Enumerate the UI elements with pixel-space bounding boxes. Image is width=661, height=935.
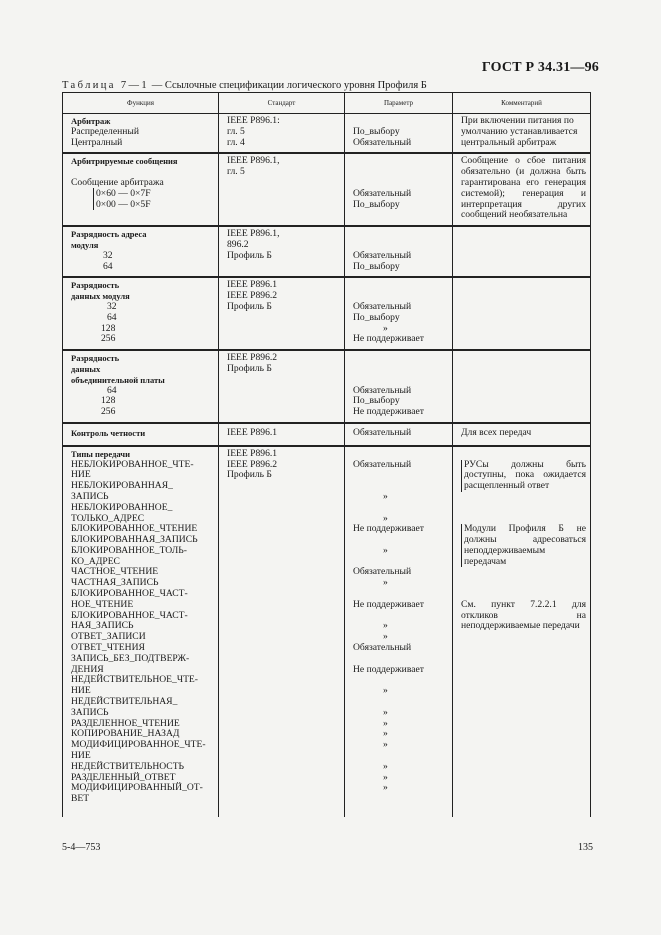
function-item: ОТВЕТ_ЧТЕНИЯ: [71, 642, 145, 654]
function-item: 64: [107, 311, 117, 323]
parameter-item: »: [383, 544, 388, 556]
function-title: модуля: [71, 239, 99, 250]
function-item: ЗАПИСЬ: [71, 706, 109, 718]
parameter-cell: [345, 350, 453, 423]
function-item: 128: [101, 322, 116, 334]
function-item: НЕБЛОКИРОВАННАЯ_: [71, 480, 173, 492]
function-title: данных: [71, 363, 101, 374]
function-title: данных модуля: [71, 291, 130, 302]
comment-cell: [453, 226, 591, 277]
parameter-cell: [345, 423, 453, 446]
standard-cell: [219, 226, 345, 277]
table-row: [63, 226, 591, 277]
footer-code: 5-4—753: [62, 842, 101, 853]
standard-item: Профиль Б: [227, 469, 272, 481]
function-item: НЕДЕЙСТВИТЕЛЬНОЕ_ЧТЕ-: [71, 674, 198, 686]
function-item: МОДИФИЦИРОВАННОЕ_ЧТЕ-: [71, 739, 206, 751]
function-item: Распределенный: [71, 125, 139, 137]
function-item: 32: [103, 249, 113, 261]
parameter-item: »: [383, 706, 388, 718]
function-item: НИЕ: [71, 685, 91, 697]
function-item: ТОЛЬКО_АДРЕС: [71, 512, 145, 524]
parameter-item: Обязательный: [353, 566, 412, 578]
standard-cell: [219, 153, 345, 226]
function-item: НИЕ: [71, 469, 91, 481]
parameter-item: »: [383, 728, 388, 740]
function-item: ЗАПИСЬ_БЕЗ_ПОДТВЕРЖ-: [71, 652, 190, 664]
header-parameter: Параметр: [345, 93, 453, 114]
function-title: Разрядность: [71, 280, 120, 291]
comment-text: Модули Профиля Б не должны адресоваться неподдерживаемым передачам: [461, 524, 586, 567]
parameter-item: По_выбору: [353, 311, 400, 323]
parameter-cell: [345, 446, 453, 817]
header-comment: Комментарий: [453, 93, 591, 114]
standard-item: IEEE P896.1: [227, 447, 278, 459]
function-title: Разрядность адреса: [71, 229, 147, 240]
function-cell: [63, 423, 219, 446]
parameter-item: Обязательный: [353, 458, 412, 470]
parameter-item: »: [383, 760, 388, 772]
comment-cell: [453, 153, 591, 226]
parameter-item: Обязательный: [353, 249, 412, 261]
function-item: НИЕ: [71, 750, 91, 762]
function-item: ЧАСТНОЕ_ЧТЕНИЕ: [71, 566, 159, 578]
comment-text: Сообщение о сбое питания обязательно (и должна быть гарантирована его генерация системой); генерация и интерпретация других сообщений необязательна: [461, 155, 586, 221]
table-row: [63, 423, 591, 446]
table-row: [63, 277, 591, 350]
function-item: ДЕНИЯ: [71, 663, 104, 675]
parameter-item: Не поддерживает: [353, 523, 424, 535]
parameter-item: »: [383, 717, 388, 729]
parameter-item: Обязательный: [353, 642, 412, 654]
function-item: 256: [101, 333, 116, 345]
standard-item: гл. 5: [227, 125, 245, 137]
table-row: [63, 446, 591, 817]
standard-cell: [219, 446, 345, 817]
parameter-item: »: [383, 631, 388, 643]
standard-item: IEEE P896.1:: [227, 115, 280, 126]
standard-item: IEEE P896.1: [227, 279, 278, 291]
function-item: 32: [107, 300, 117, 312]
parameter-item: По_выбору: [353, 395, 400, 407]
function-item: ЗАПИСЬ: [71, 490, 109, 502]
table-row: [63, 350, 591, 423]
parameter-item: »: [383, 782, 388, 794]
function-cell: [63, 226, 219, 277]
comment-text: РУСы должны быть доступны, пока ожидается расщепленный ответ: [461, 460, 586, 492]
function-item: 0×00 — 0×5F: [93, 199, 151, 210]
standard-item: IEEE P896.1: [227, 426, 278, 438]
standard-item: Профиль Б: [227, 362, 272, 374]
parameter-item: Обязательный: [353, 426, 412, 438]
table-row: [63, 114, 591, 154]
standard-item: гл. 4: [227, 136, 245, 148]
function-item: 64: [107, 384, 117, 396]
standard-item: IEEE P896.2: [227, 290, 278, 302]
parameter-item: [353, 481, 448, 492]
parameter-item: »: [383, 490, 388, 502]
function-cell: [63, 350, 219, 423]
function-item: РАЗДЕЛЕННЫЙ_ОТВЕТ: [71, 771, 176, 783]
function-item: КО_АДРЕС: [71, 555, 120, 567]
standard-item: гл. 5: [227, 166, 245, 178]
comment-cell: [453, 423, 591, 446]
function-item: НЕБЛОКИРОВАННОЕ_ЧТЕ-: [71, 458, 194, 470]
parameter-item: Не поддерживает: [353, 598, 424, 610]
page-number: 135: [578, 842, 593, 853]
parameter-cell: [345, 153, 453, 226]
comment-cell: [453, 446, 591, 817]
function-title: Арбитраж: [71, 116, 111, 126]
function-item: БЛОКИРОВАННОЕ_ЧТЕНИЕ: [71, 523, 198, 535]
comment-cell: [453, 114, 591, 154]
comment-cell: [453, 350, 591, 423]
standard-item: IEEE P896.1,: [227, 228, 280, 240]
comment-text: Для всех передач: [461, 426, 532, 438]
standard-cell: [219, 277, 345, 350]
function-cell: [63, 277, 219, 350]
standard-cell: [219, 350, 345, 423]
function-item: ВЕТ: [71, 793, 90, 805]
parameter-item: »: [383, 685, 388, 697]
parameter-item: По_выбору: [353, 198, 400, 210]
table-caption-text: — Ссылочные спецификации логического уровня Профиля Б: [149, 80, 427, 91]
standard-cell: [219, 114, 345, 154]
parameter-item: »: [383, 577, 388, 589]
function-title: Типы передачи: [71, 448, 130, 459]
parameter-item: [353, 675, 448, 686]
header-standard: Стандарт: [219, 93, 345, 114]
function-item: ОТВЕТ_ЗАПИСИ: [71, 631, 146, 643]
parameter-item: Не поддерживает: [353, 406, 424, 418]
comment-text: При включении питания по умолчанию устанавливается центральный арбитраж: [461, 115, 578, 148]
function-item: 64: [103, 260, 113, 272]
function-item: 128: [101, 395, 116, 407]
function-item: Централный: [71, 136, 123, 148]
parameter-item: [353, 503, 448, 514]
parameter-item: Обязательный: [353, 136, 412, 148]
parameter-item: [353, 535, 448, 546]
table-row: [63, 153, 591, 226]
function-item: БЛОКИРОВАННОЕ_ЧАСТ-: [71, 588, 188, 600]
parameter-item: Обязательный: [353, 187, 412, 199]
function-item: БЛОКИРОВАННОЕ_ТОЛЬ-: [71, 544, 187, 556]
parameter-cell: [345, 226, 453, 277]
function-title: объединительной платы: [71, 374, 165, 385]
function-item: Сообщение арбитража: [71, 176, 164, 188]
function-item: БЛОКИРОВАННАЯ_ЗАПИСЬ: [71, 534, 198, 546]
standard-number: ГОСТ Р 34.31—96: [481, 60, 599, 75]
parameter-item: Не поддерживает: [353, 333, 424, 345]
function-item: БЛОКИРОВАННОЕ_ЧАСТ-: [71, 609, 188, 621]
function-item: ЧАСТНАЯ_ЗАПИСЬ: [71, 577, 159, 589]
parameter-item: [353, 611, 448, 622]
parameter-item: »: [383, 739, 388, 751]
parameter-item: По_выбору: [353, 260, 400, 272]
parameter-item: Обязательный: [353, 384, 412, 396]
header-function: Функция: [63, 93, 219, 114]
function-item: 0×60 — 0×7F: [93, 188, 151, 199]
standard-item: IEEE P896.2: [227, 352, 278, 364]
standard-cell: [219, 423, 345, 446]
table-caption: [62, 80, 427, 91]
parameter-item: »: [383, 620, 388, 632]
function-cell: [63, 446, 219, 817]
parameter-item: По_выбору: [353, 125, 400, 137]
parameter-item: Обязательный: [353, 300, 412, 312]
function-title: Разрядность: [71, 353, 120, 364]
standard-item: Профиль Б: [227, 300, 272, 312]
parameter-item: [353, 697, 448, 708]
function-item: НЕДЕЙСТВИТЕЛЬНОСТЬ: [71, 760, 185, 772]
function-cell: [63, 114, 219, 154]
parameter-item: »: [383, 322, 388, 334]
standard-item: 896.2: [227, 238, 249, 250]
parameter-item: »: [383, 771, 388, 783]
parameter-item: [353, 751, 448, 762]
parameter-item: »: [383, 512, 388, 524]
function-item: 256: [101, 406, 116, 418]
function-item: НАЯ_ЗАПИСЬ: [71, 620, 134, 632]
function-item: НОЕ_ЧТЕНИЕ: [71, 598, 134, 610]
function-title: Контроль четности: [71, 427, 146, 438]
spec-table: [62, 92, 591, 817]
function-cell: [63, 153, 219, 226]
parameter-item: [353, 470, 448, 481]
parameter-cell: [345, 114, 453, 154]
function-item: НЕБЛОКИРОВАННОЕ_: [71, 501, 173, 513]
standard-item: Профиль Б: [227, 249, 272, 261]
function-item: НЕДЕЙСТВИТЕЛЬНАЯ_: [71, 696, 178, 708]
function-title: Арбитрируемые сообщения: [71, 156, 178, 167]
table-caption-label: Таблица 7—1: [62, 80, 150, 91]
function-item: КОПИРОВАНИЕ_НАЗАД: [71, 728, 180, 740]
comment-cell: [453, 277, 591, 350]
comment-text: См. пункт 7.2.2.1 для откликов на неподдерживаемые передачи: [461, 598, 586, 632]
function-item: РАЗДЕЛЕННОЕ_ЧТЕНИЕ: [71, 717, 180, 729]
parameter-item: [353, 449, 448, 460]
function-item: МОДИФИЦИРОВАННЫЙ_ОТ-: [71, 782, 203, 794]
standard-item: IEEE P896.1,: [227, 155, 280, 167]
standard-item: IEEE P896.2: [227, 458, 278, 470]
parameter-cell: [345, 277, 453, 350]
parameter-item: Не поддерживает: [353, 663, 424, 675]
